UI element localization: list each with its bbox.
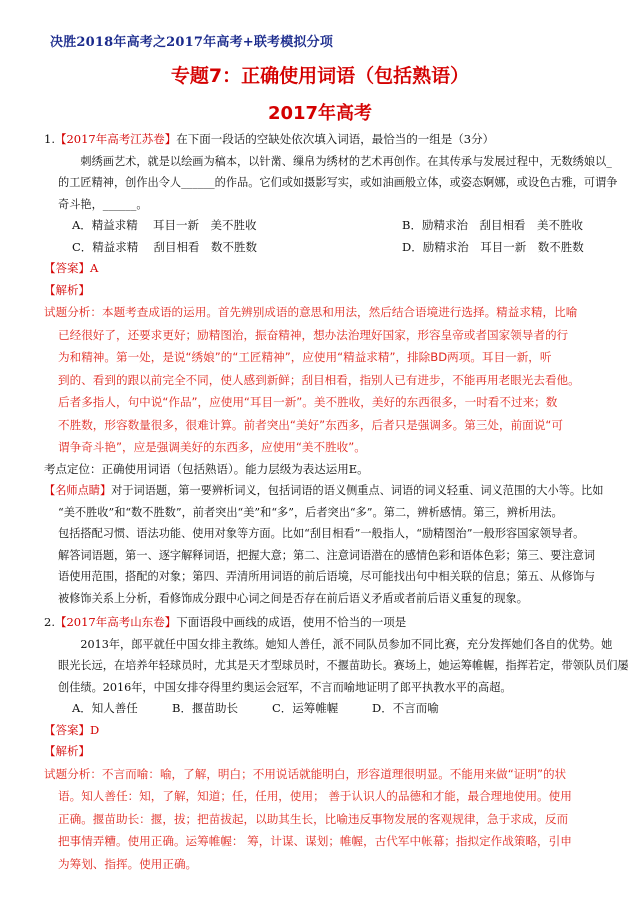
analysis-line: 正确。揠苗助长：揠，拔；把苗拔起，以助其生长，比喻违反事物发展的客观规律，急于求成，反而: [58, 811, 569, 826]
question-2-passage: [44, 634, 629, 699]
analysis-line: 把事情弄糟。使用正确。运筹帷幄： 筹，计谋、谋划；帷幄，古代军中帐幕；指拟定作战策略，引申: [58, 834, 572, 848]
option-d: D．励精求治 耳目一新 数不胜数: [402, 239, 584, 254]
question-source: 【2017年高考江苏卷】: [54, 132, 177, 146]
analysis-label: 【解析】: [44, 744, 90, 758]
question-number: 1.: [44, 132, 55, 146]
option-a: A．精益求精 耳目一新 美不胜收: [72, 218, 257, 232]
passage-line: 奇斗艳，______。: [58, 197, 148, 211]
analysis-text: [44, 763, 604, 876]
question-stem: 下面语段中画线的成语，使用不恰当的一项是: [176, 615, 407, 629]
comment-line: 包括搭配习惯、语法功能、使用对象等方面。比如“刮目相看”一般指人，“励精图治”一般形容国家领导者。: [58, 527, 585, 540]
question-2: [44, 612, 629, 875]
question-2-stem-line: [44, 612, 604, 634]
comment-line: “美不胜收”和“数不胜数”，前者突出“美”和“多”，后者突出“多”。第二，辨析感情。第三，辨析用法。: [58, 505, 563, 519]
option-d: D．不言而喻: [372, 701, 439, 715]
question-1-stem-line: [44, 129, 604, 151]
question-number: 2.: [44, 615, 55, 629]
passage-line: 的工匠精神，创作出令人______的作品。它们或如摄影写实，或如油画般立体，或姿态婀娜，或设色古雅，可谓争: [58, 176, 618, 189]
series-header: 决胜2018年高考之2017年高考+联考模拟分项: [50, 35, 334, 50]
section-title: 2017年高考: [267, 103, 373, 124]
option-c: C．运筹帷幄: [272, 701, 339, 715]
analysis-line: 已经很好了，还要求更好；励精图治，振奋精神，想办法治理好国家，形容皇帝或者国家领导者的行: [58, 327, 569, 342]
passage-line: 2013年，郎平就任中国女排主教练。她知人善任，派不同队员参加不同比赛，充分发挥她们各自的优势。她: [80, 637, 613, 651]
options-row: [72, 237, 604, 259]
comment-line: 解答词语题，第一、逐字解释词语，把握大意；第二、注意词语潜在的感情色彩和语体色彩；第三、要注意词: [58, 548, 596, 562]
question-1-passage: [44, 151, 618, 216]
option-b: B．励精求治 刮目相看 美不胜收: [402, 218, 583, 232]
options-row: [72, 215, 604, 237]
analysis-label: 【解析】: [44, 282, 90, 297]
comment-line: 对于词语题，第一要辨析词义，包括词语的语义侧重点、词语的词义轻重、词义范围的大小等。比如: [111, 484, 604, 497]
question-source: 【2017年高考山东卷】: [54, 615, 177, 629]
analysis-line: 不胜数，形容数量很多，很难计算。前者突出“美好”东西多，后者只是强调多。第三处，前面说“可: [58, 417, 563, 432]
answer-label: 【答案】D: [44, 722, 100, 737]
comment-line: 语使用范围，搭配的对象；第四、弄清所用词语的前后语境，尽可能找出句中相关联的信息；第五、从修饰与: [58, 570, 596, 583]
analysis-line: 谓争奇斗艳”，应是强调美好的东西多，应使用“美不胜收”。: [58, 440, 366, 454]
analysis-line: 到的、看到的跟以前完全不同，使人感到新鲜；刮目相看，指别人已有进步，不能再用老眼光去看他。: [58, 372, 580, 387]
analysis-line: 为筹划、指挥。使用正确。: [58, 856, 198, 871]
question-2-options: [44, 698, 604, 720]
analysis-text: [44, 301, 604, 459]
topic-title: 专题7：正确使用词语（包括熟语）: [170, 65, 470, 87]
option-c: C．精益求精 刮目相看 数不胜数: [72, 239, 257, 254]
option-b: B．揠苗助长: [172, 701, 238, 715]
option-a: A．知人善任: [72, 701, 138, 715]
question-1-options: [44, 215, 604, 258]
comment-line: 被修饰关系上分析，看修饰成分跟中心词之间是否存在前后语义矛盾或者前后语义重复的现象。: [58, 591, 528, 605]
comment-label: 【名师点睛】: [44, 484, 112, 497]
answer-label: 【答案】A: [44, 261, 99, 275]
passage-line: 刺绣画艺术，就是以绘画为稿本，以针黹、缫帛为绣材的艺术再创作。在其传承与发展过程中，无数绣娘以_: [80, 154, 612, 168]
exam-point: 考点定位：正确使用词语（包括熟语）。能力层级为表达运用E。: [44, 461, 369, 476]
analysis-line: 为和精神。第一处，是说“绣娘”的“工匠精神”，应使用“精益求精”，排除BD两项。耳目一新，听: [58, 350, 552, 364]
question-1: [44, 129, 618, 609]
passage-line: 创佳绩。2016年，中国女排夺得里约奥运会冠军，不言而喻地证明了郎平执教水平的高超。: [58, 680, 512, 694]
analysis-line: 后者多指人，句中说“作品”，应使用“耳目一新”。美不胜收，美好的东西很多，一时看不过来；数: [58, 395, 558, 409]
teacher-comment: [44, 480, 604, 609]
analysis-line: 试题分析：不言而喻：喻，了解，明白；不用说话就能明白，形容道理很明显。不能用来做“证明”的状: [44, 766, 567, 781]
passage-line: 眼光长远，在培养年轻球员时，尤其是天才型球员时，不揠苗助长。赛场上，她运筹帷幄，指挥若定，带领队员们屡: [58, 659, 629, 672]
question-stem: 在下面一段话的空缺处依次填入词语，最恰当的一组是（3分）: [176, 132, 495, 146]
analysis-line: 语。知人善任：知，了解，知道；任，任用，使用； 善于认识人的品德和才能，最合理地使用。使用: [58, 789, 572, 803]
analysis-line: 试题分析：本题考查成语的运用。首先辨别成语的意思和用法，然后结合语境进行选择。精益求精，比喻: [44, 305, 578, 319]
